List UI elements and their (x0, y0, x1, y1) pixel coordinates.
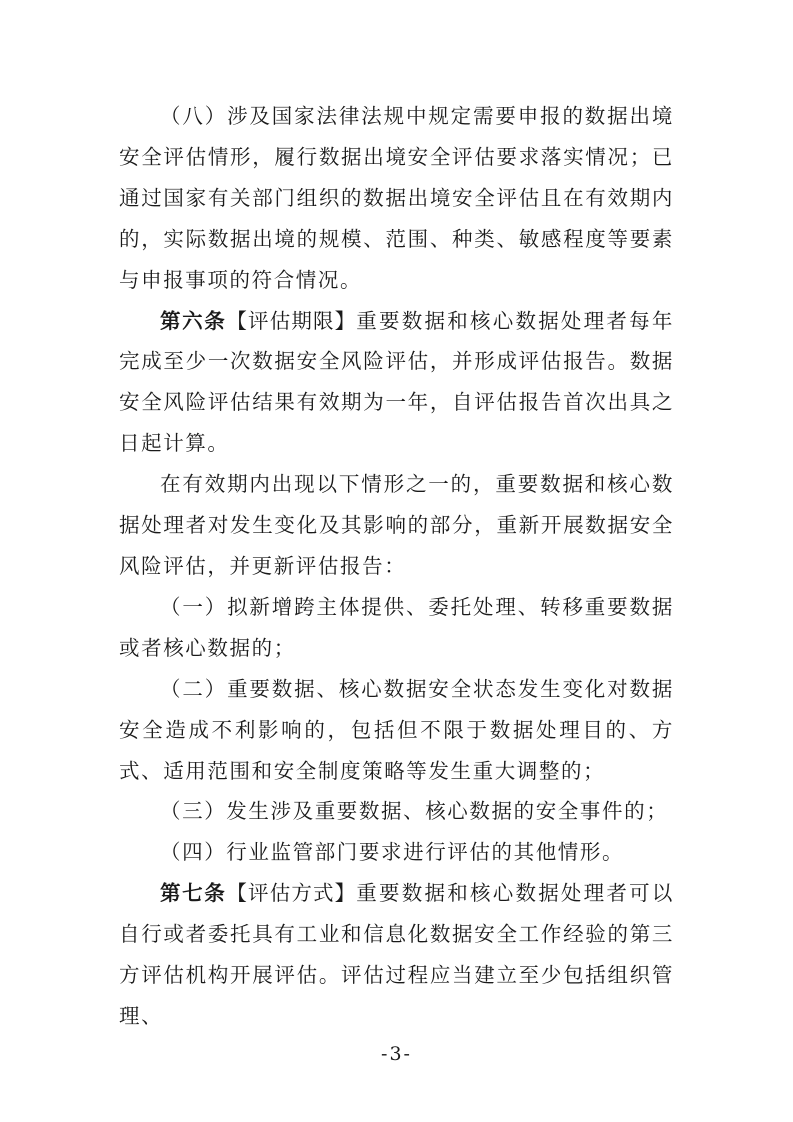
article-6-paragraph (119, 301, 674, 465)
article-7-label: 第七条 (160, 881, 227, 906)
list-item-1: （一）拟新增跨主体提供、委托处理、转移重要数据或者核心数据的； (119, 594, 674, 660)
page-number: -3- (381, 1043, 412, 1065)
list-item-3: （三）发生涉及重要数据、核心数据的安全事件的； (160, 799, 669, 824)
article-7-text: 重要数据和核心数据处理者可以自行或者委托具有工业和信息化数据安全工作经验的第三方评估机构开展评估。评估过程应当建立至少包括组织管理、 (119, 881, 674, 1028)
article-6-title: 【评估期限】 (226, 308, 357, 333)
article-7-paragraph (119, 873, 674, 1037)
article-6-text: 重要数据和核心数据处理者每年完成至少一次数据安全风险评估，并形成评估报告。数据安全风险评估结果有效期为一年，自评估报告首次出具之日起计算。 (119, 308, 674, 456)
document-body (119, 96, 674, 1037)
list-item-2: （二）重要数据、核心数据安全状态发生变化对数据安全造成不利影响的，包括但不限于数据处理目的、方式、适用范围和安全制度策略等发生重大调整的； (119, 676, 674, 783)
list-item-4: （四）行业监管部门要求进行评估的其他情形。 (160, 840, 625, 865)
paragraph-item-8: （八）涉及国家法律法规中规定需要申报的数据出境安全评估情形，履行数据出境安全评估要求落实情况；已通过国家有关部门组织的数据出境安全评估且在有效期内的，实际数据出境的规模、范围、种类、敏感程度等要素与申报事项的符合情况。 (119, 104, 674, 292)
paragraph-reassessment-conditions: 在有效期内出现以下情形之一的，重要数据和核心数据处理者对发生变化及其影响的部分，重新开展数据安全风险评估，并更新评估报告： (119, 472, 674, 578)
article-6-label: 第六条 (160, 308, 227, 333)
article-7-title: 【评估方式】 (226, 881, 357, 906)
